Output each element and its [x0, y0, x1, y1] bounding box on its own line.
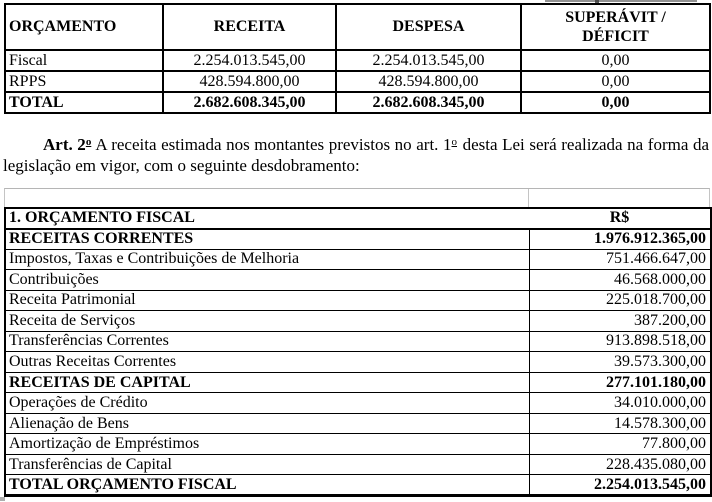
despesa-value: 2.254.013.545,00 [336, 50, 521, 71]
fiscal-budget-table [4, 207, 712, 497]
row-value: 1.976.912.365,00 [529, 229, 711, 250]
row-value: 913.898.518,00 [529, 331, 711, 352]
fiscal-row-operacoes-credito [5, 393, 711, 414]
ordinal-indicator: o [85, 136, 92, 148]
resultado-value: 0,00 [521, 92, 710, 113]
summary-header-orcamento: ORÇAMENTO [5, 4, 163, 50]
row-value: 2.254.013.545,00 [529, 475, 711, 496]
row-value: 77.800,00 [529, 434, 711, 455]
currency-header: R$ [529, 208, 711, 229]
row-label: RPPS [5, 71, 163, 92]
row-label: Alienação de Bens [5, 413, 529, 434]
row-label: Outras Receitas Correntes [5, 352, 529, 373]
row-label: Transferências de Capital [5, 454, 529, 475]
row-value: 225.018.700,00 [529, 290, 711, 311]
fiscal-row-total [5, 475, 711, 496]
fiscal-row-receitas-capital [5, 372, 711, 393]
fiscal-row-receitas-correntes [5, 229, 711, 250]
summary-row-total [5, 92, 710, 113]
row-label: Operações de Crédito [5, 393, 529, 414]
row-value: 46.568.000,00 [529, 270, 711, 291]
resultado-value: 0,00 [521, 71, 710, 92]
summary-row-rpps [5, 71, 710, 92]
row-label: Impostos, Taxas e Contribuições de Melhoria [5, 249, 529, 270]
fiscal-row-alienacao-bens [5, 413, 711, 434]
row-label: TOTAL ORÇAMENTO FISCAL [5, 475, 529, 496]
summary-header-despesa: DESPESA [336, 4, 521, 50]
despesa-value: 428.594.800,00 [336, 71, 521, 92]
fiscal-row-transferencias-capital [5, 454, 711, 475]
resultado-value: 0,00 [521, 50, 710, 71]
fiscal-row-contribuicoes [5, 270, 711, 291]
fiscal-table-wrap [4, 188, 710, 497]
article-2-paragraph [3, 132, 709, 176]
article-label: Art. 2 [43, 135, 86, 154]
row-value: 277.101.180,00 [529, 372, 711, 393]
fiscal-table-title: 1. ORÇAMENTO FISCAL [5, 208, 529, 229]
row-label: Transferências Correntes [5, 331, 529, 352]
article-body-1: A receita estimada nos montantes previstos no art. 1 [95, 135, 452, 154]
article-body-2: desta Lei será realizada na forma da legislação em vigor, com o seguinte desdobramento: [3, 135, 710, 175]
row-label: RECEITAS DE CAPITAL [5, 372, 529, 393]
receita-value: 428.594.800,00 [163, 71, 336, 92]
summary-row-fiscal [5, 50, 710, 71]
row-value: 14.578.300,00 [529, 413, 711, 434]
row-label: Contribuições [5, 270, 529, 291]
row-label: Receita Patrimonial [5, 290, 529, 311]
fiscal-table-header-row [5, 208, 711, 229]
row-label: Fiscal [5, 50, 163, 71]
fiscal-row-impostos [5, 249, 711, 270]
fiscal-row-receita-servicos [5, 311, 711, 332]
row-label: RECEITAS CORRENTES [5, 229, 529, 250]
ordinal-indicator: o [451, 136, 458, 148]
row-label: Amortização de Empréstimos [5, 434, 529, 455]
summary-header-receita: RECEITA [163, 4, 336, 50]
row-value: 751.466.647,00 [529, 249, 711, 270]
summary-table [4, 3, 711, 114]
fiscal-row-receita-patrimonial [5, 290, 711, 311]
row-value: 228.435.080,00 [529, 454, 711, 475]
fiscal-row-outras-receitas [5, 352, 711, 373]
summary-header-row [5, 4, 710, 50]
column-divider [528, 189, 529, 207]
cropped-text-artifact-bottom [0, 497, 5, 501]
fiscal-row-amortizacao [5, 434, 711, 455]
row-value: 387.200,00 [529, 311, 711, 332]
row-label: TOTAL [5, 92, 163, 113]
row-value: 34.010.000,00 [529, 393, 711, 414]
row-value: 39.573.300,00 [529, 352, 711, 373]
superavit-deficit-label: SUPERÁVIT / DÉFICIT [565, 9, 666, 45]
despesa-value: 2.682.608.345,00 [336, 92, 521, 113]
summary-header-superavit-deficit [521, 4, 710, 50]
receita-value: 2.254.013.545,00 [163, 50, 336, 71]
receita-value: 2.682.608.345,00 [163, 92, 336, 113]
row-label: Receita de Serviços [5, 311, 529, 332]
empty-table-row [4, 188, 710, 207]
cropped-text-artifact-top [545, 0, 697, 2]
fiscal-row-transferencias-correntes [5, 331, 711, 352]
